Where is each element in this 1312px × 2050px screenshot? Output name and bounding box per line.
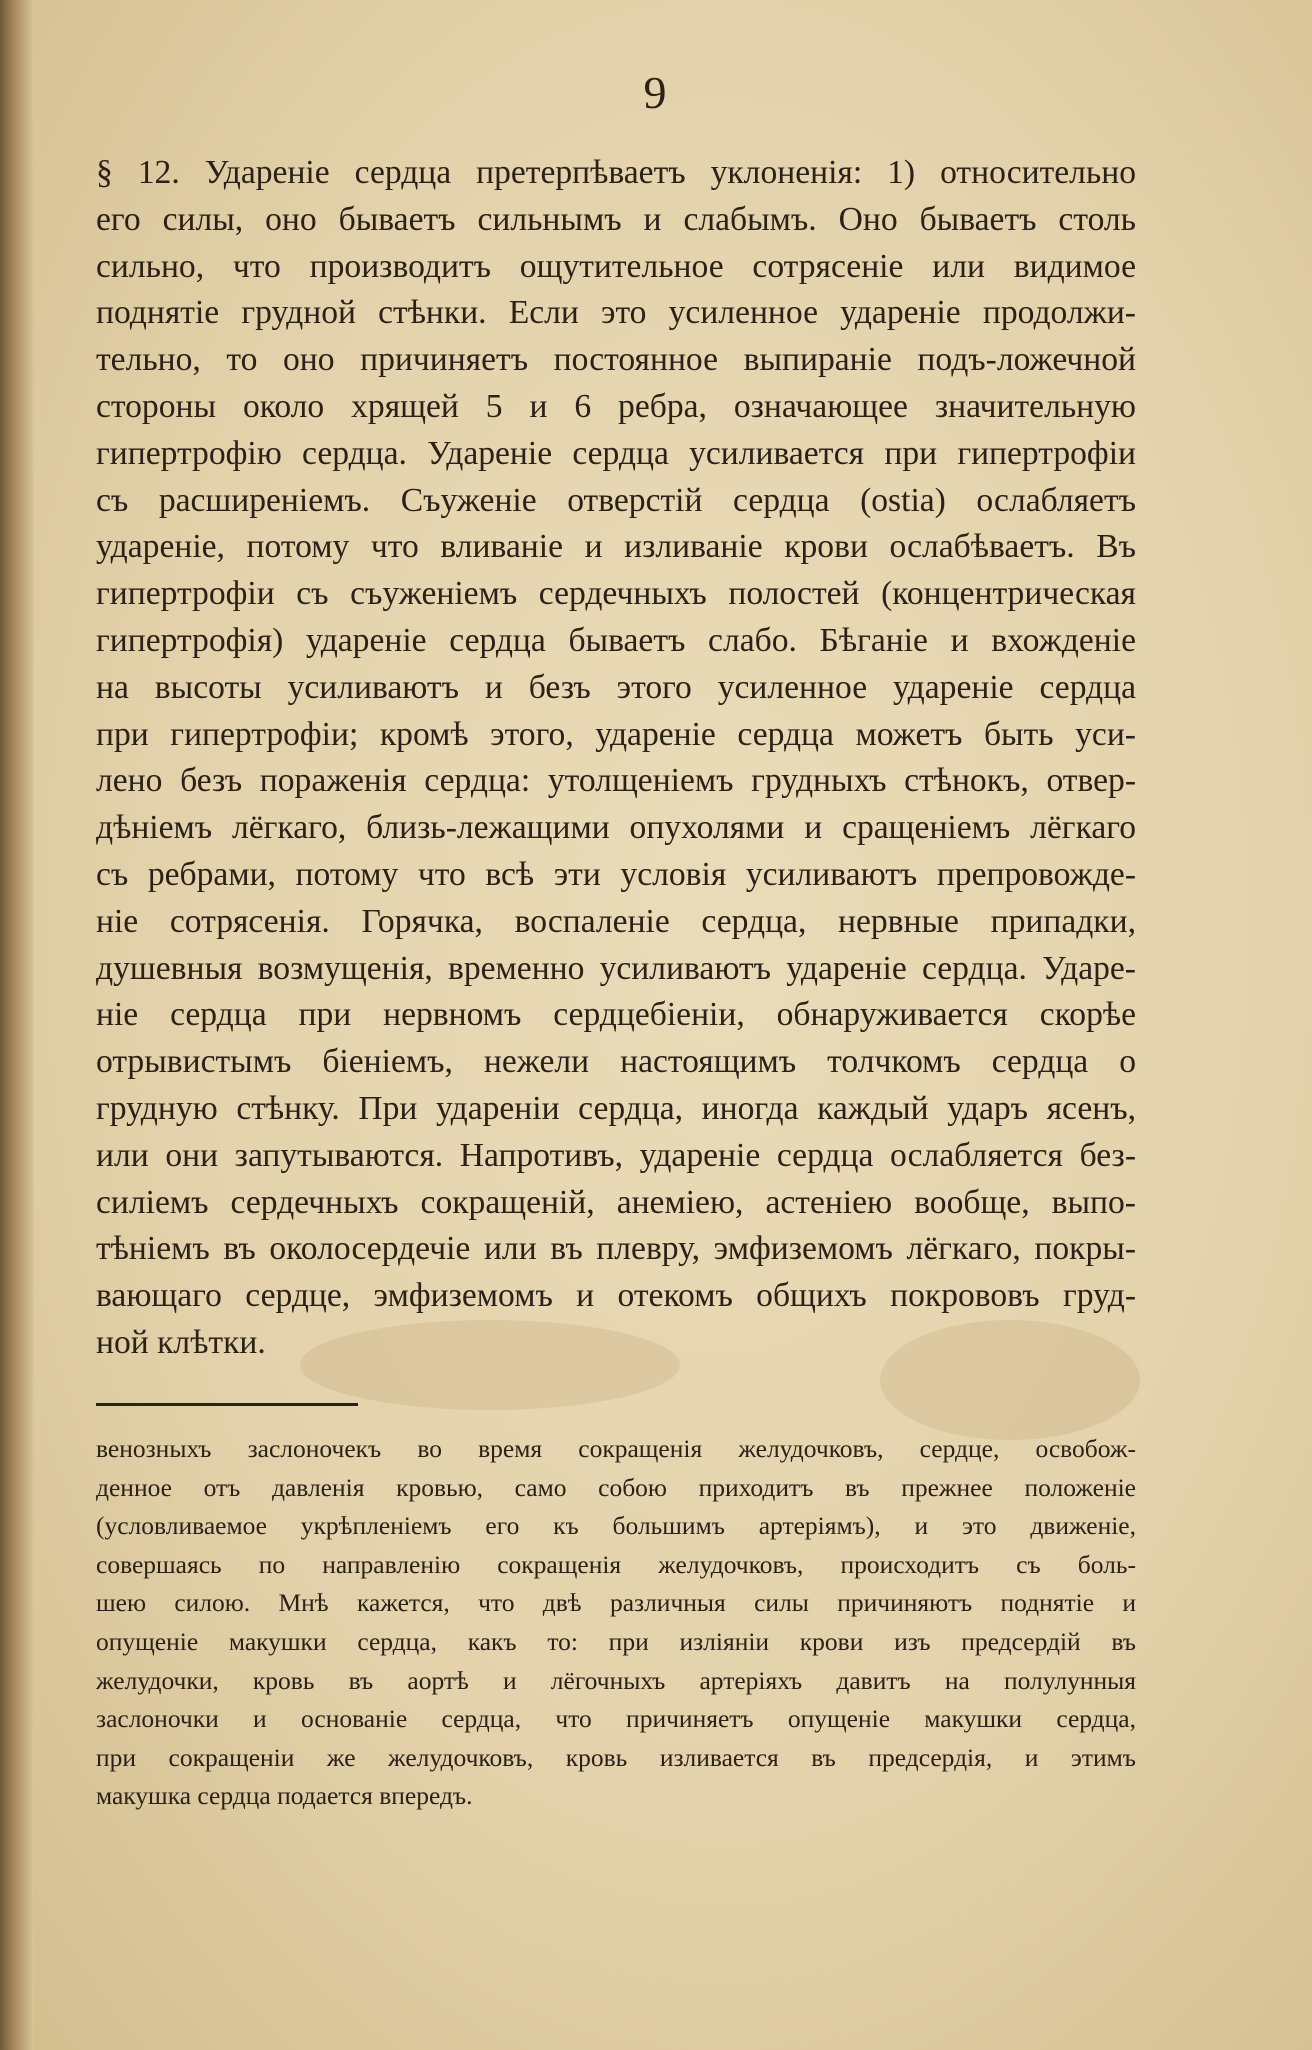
footnote-line: макушка сердца подается впередъ. [96, 1781, 473, 1811]
paragraph-line: сильно, что производитъ ощутительное сотрясеніе или видимое [96, 247, 1136, 285]
footnote [96, 1430, 1136, 1816]
footnote-line: (условливаемое укрѣпленіемъ его къ большимъ артеріямъ), и это движеніе, [96, 1511, 1136, 1541]
paragraph-line: или они запутываются. Напротивъ, удареніе сердца ослабляется без- [96, 1136, 1136, 1174]
footnote-line: денное отъ давленія кровью, само собою приходитъ въ прежнее положеніе [96, 1472, 1136, 1502]
footnote-line: шею силою. Мнѣ кажется, что двѣ различныя силы причиняютъ поднятіе и [96, 1588, 1136, 1618]
footnote-line: желудочки, кровь въ аортѣ и лёгочныхъ артеріяхъ давитъ на полулунныя [96, 1665, 1136, 1695]
footnote-line: венозныхъ заслоночекъ во время сокращенія желудочковъ, сердце, освобож- [96, 1434, 1136, 1463]
paragraph-line: отрывистымъ біеніемъ, нежели настоящимъ толчкомъ сердца о [96, 1043, 1136, 1081]
paragraph-line: ніе сотрясенія. Горячка, воспаленіе сердца, нервные припадки, [96, 902, 1136, 940]
paragraph-line: вающаго сердце, эмфиземомъ и отекомъ общихъ покрововъ груд- [96, 1277, 1136, 1315]
page-number: 9 [643, 67, 669, 118]
paragraph-line: дѣніемъ лёгкаго, близь-лежащими опухолями и сращеніемъ лёгкаго [96, 809, 1136, 847]
paragraph-line: на высоты усиливаютъ и безъ этого усиленное удареніе сердца [96, 668, 1136, 706]
paragraph-line: тельно, то оно причиняетъ постоянное выпираніе подъ-ложечной [96, 341, 1136, 379]
footnote-line: при сокращеніи же желудочковъ, кровь изливается въ предсердія, и этимъ [96, 1742, 1136, 1772]
paragraph-line: § 12. Удареніе сердца претерпѣваетъ уклоненія: 1) относительно [96, 154, 1136, 191]
paragraph-line: гипертрофіи съ съуженіемъ сердечныхъ полостей (концентрическая [96, 575, 1136, 613]
paragraph-line: съ ребрами, потому что всѣ эти условія усиливаютъ препровожде- [96, 855, 1136, 893]
paragraph-line: грудную стѣнку. При удареніи сердца, иногда каждый ударъ ясенъ, [96, 1089, 1136, 1127]
book-spine-shadow [0, 0, 34, 2050]
paragraph-line: стороны около хрящей 5 и 6 ребра, означающее значительную [96, 387, 1136, 425]
paragraph-line: ной клѣтки. [96, 1323, 266, 1361]
paragraph-line: лено безъ пораженія сердца: утолщеніемъ грудныхъ стѣнокъ, отвер- [96, 762, 1136, 800]
paragraph-line: при гипертрофіи; кромѣ этого, удареніе сердца можетъ быть уси- [96, 715, 1136, 753]
footnote-line: опущеніе макушки сердца, какъ то: при изліяніи крови изъ предсердій въ [96, 1626, 1136, 1656]
paragraph-line: ніе сердца при нервномъ сердцебіеніи, обнаруживается скорѣе [96, 996, 1136, 1034]
footnote-separator [96, 1403, 358, 1406]
paragraph-line: гипертрофія) удареніе сердца бываетъ слабо. Бѣганіе и вхожденіе [96, 621, 1136, 659]
paragraph-line: гипертрофію сердца. Удареніе сердца усиливается при гипертрофіи [96, 434, 1136, 472]
footnote-line: заслоночки и основаніе сердца, что причиняетъ опущеніе макушки сердца, [96, 1704, 1136, 1734]
footnote-line: совершаясь по направленію сокращенія желудочковъ, происходитъ съ боль- [96, 1549, 1136, 1579]
paragraph-line: душевныя возмущенія, временно усиливаютъ удареніе сердца. Ударе- [96, 949, 1136, 987]
paragraph-line: его силы, оно бываетъ сильнымъ и слабымъ. Оно бываетъ столь [96, 200, 1136, 238]
paragraph-line: съ расширеніемъ. Съуженіе отверстій сердца (ostia) ослабляетъ [96, 481, 1136, 519]
paragraph-line: тѣніемъ въ околосердечіе или въ плевру, эмфиземомъ лёгкаго, покры- [96, 1230, 1136, 1268]
paragraph-line: удареніе, потому что вливаніе и изливаніе крови ослабѣваетъ. Въ [96, 528, 1136, 566]
paragraph-line: силіемъ сердечныхъ сокращеній, анеміею, астеніею вообще, выпо- [96, 1183, 1136, 1221]
paragraph-line: поднятіе грудной стѣнки. Если это усиленное удареніе продолжи- [96, 294, 1136, 332]
main-paragraph [96, 150, 1136, 1367]
